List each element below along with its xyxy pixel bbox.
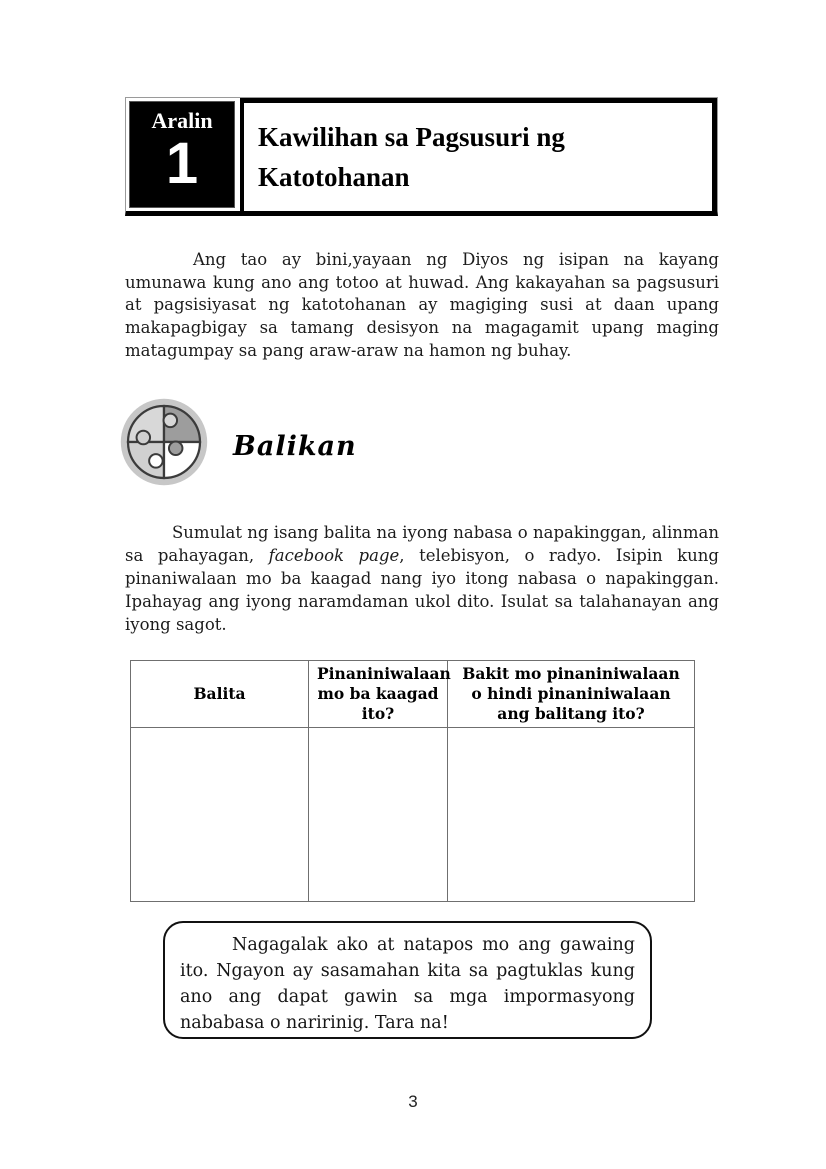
balikan-instructions [125,521,719,636]
callout-box [163,921,652,1039]
intro-paragraph: Ang tao ay bini,yayaan ng Diyos ng isipan na kayang umunawa kung ano ang totoo at huwad. Ang kakayahan sa pagsusuri at pagsisiyasat ng katotohanan ay magiging susi at daan upang makapagbigay sa tamang desisyon na magagamit upang maging matagumpay sa pang araw-araw na hamon ng buhay. [125,250,719,360]
table-header-balita: Balita [131,661,309,728]
balikan-heading: Balikan [233,431,357,462]
table-cell-bakit [448,728,695,902]
table-cell-pinaniniwalaan [309,728,448,902]
lesson-title-cell [240,98,717,211]
worksheet-table [130,660,695,902]
page-number: 3 [408,1092,418,1111]
lesson-header-banner [125,97,718,216]
table-cell-balita [131,728,309,902]
puzzle-icon [119,397,209,487]
instructions-text-before: Sumulat ng isang balita na iyong nabasa o napakinggan, alinman sa pahayagan, [125,523,719,565]
table-header-pinaniniwalaan: Pinaniniwalaan mo ba kaagad ito? [309,661,448,728]
table-header-bakit: Bakit mo pinaniniwalaan o hindi pinaniniwalaan ang balitang ito? [448,661,695,728]
lesson-label: Aralin [151,108,213,133]
table-header-row [131,661,695,728]
lesson-number-box [129,101,235,208]
callout-text: Nagagalak ako at natapos mo ang gawaing ito. Ngayon ay sasamahan kita sa pagtuklas kung ano ang dapat gawin sa mga impormasyong nababasa o naririnig. Tara na! [180,935,635,1033]
balikan-section-header [119,397,357,487]
instructions-text-italic: facebook page [268,546,400,565]
instructions-text-after: , telebisyon, o radyo. Isipin kung pinaniwalaan mo ba kaagad nang iyo itong nabasa o napakinggan. Ipahayag ang iyong naramdaman ukol dito. Isulat sa talahanayan ang iyong sagot. [125,546,719,634]
lesson-title: Kawilihan sa Pagsusuri ng Katotohanan [258,122,565,192]
lesson-number: 1 [165,131,199,196]
table-row [131,728,695,902]
